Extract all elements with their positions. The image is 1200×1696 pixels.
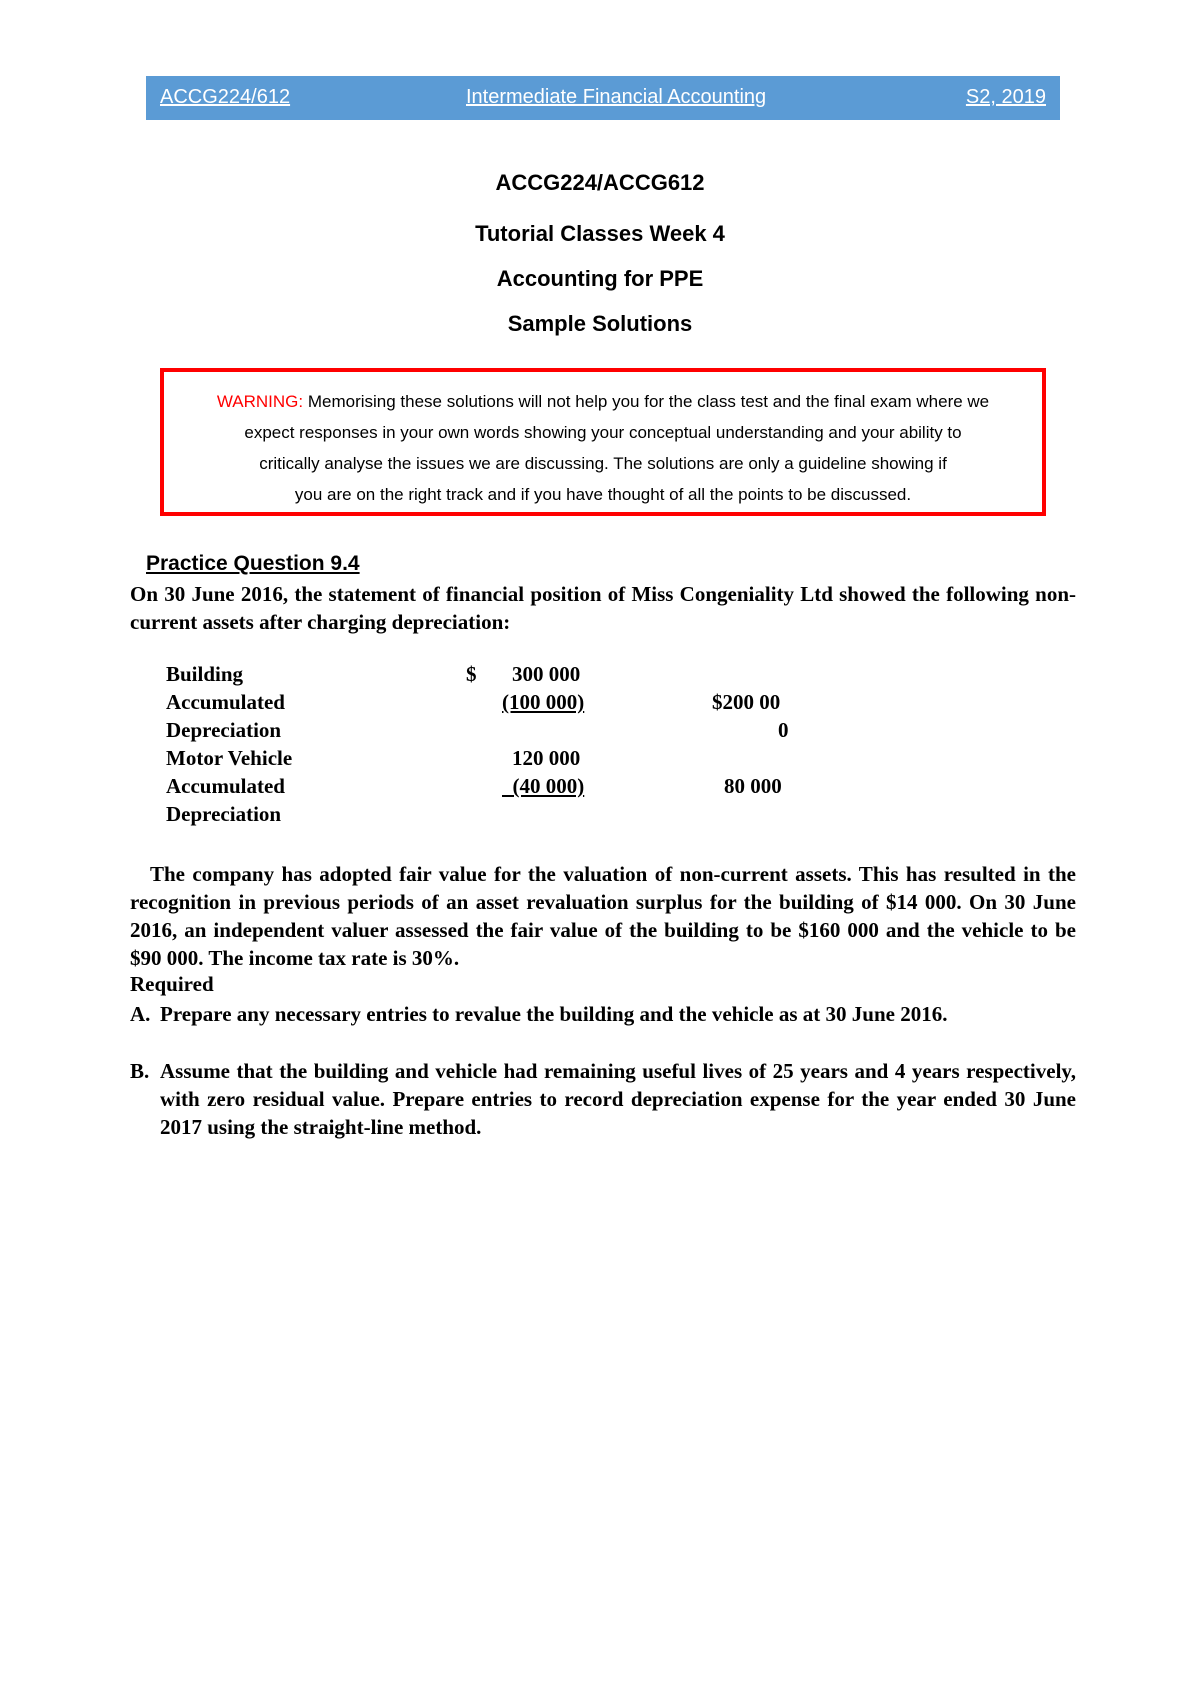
building-cost: 300 000 [512,662,581,686]
accum-dep-vehicle-label-b: Depreciation [166,802,282,826]
warning-line-3: critically analyse the issues we are discussing. The solutions are only a guideline showing if [259,454,947,473]
header-session: S2, 2019 [965,86,1046,108]
warning-line-2: expect responses in your own words showing your conceptual understanding and your ability to [244,423,962,442]
building-currency: $ [466,662,477,686]
week-title: Tutorial Classes Week 4 [475,221,725,246]
required-item-a-letter: A. [130,1002,151,1026]
accum-dep-building-value: (100 000) [502,690,585,714]
required-label: Required [130,972,214,996]
motor-vehicle-label: Motor Vehicle [166,746,293,770]
accum-dep-vehicle-value [502,774,584,799]
vehicle-net-value: 80 000 [724,774,782,798]
building-label: Building [166,662,244,686]
header-course-title: Intermediate Financial Accounting [466,86,767,108]
subtitle: Sample Solutions [507,311,693,336]
accum-dep-building-label-b: Depreciation [166,718,282,742]
course-title: ACCG224/ACCG612 [495,170,705,195]
motor-vehicle-cost: 120 000 [512,746,581,770]
warning-text-1: Memorising these solutions will not help you for the class test and the final exam where we [303,392,990,411]
warning-label: WARNING: [216,392,304,411]
header-course-code: ACCG224/612 [160,86,291,108]
required-item-a [130,1000,1076,1028]
required-item-b-letter: B. [130,1059,150,1083]
required-item-b [130,1057,1076,1141]
required-item-b-text: Assume that the building and vehicle had remaining useful lives of 25 years and 4 years respectively, with zero residual value. Prepare entries to record depreciation expense for the year ended 30 June 2017 using the straight-line method. [160,1059,1076,1139]
topic-title: Accounting for PPE [496,266,704,291]
question-intro: On 30 June 2016, the statement of financial position of Miss Congeniality Ltd showed the following non-current assets after charging depreciation: [130,582,1076,634]
building-net-value-b: 0 [778,718,789,742]
warning-line-1 [164,386,1042,417]
accum-dep-vehicle-amount: (40 000) [512,774,585,798]
building-net-value-a: $200 00 [712,690,781,714]
warning-box [160,368,1046,516]
accum-dep-building-label-a: Accumulated [166,690,285,714]
question-heading: Practice Question 9.4 [146,552,360,575]
required-item-a-text: Prepare any necessary entries to revalue the building and the vehicle as at 30 June 2016. [160,1002,948,1026]
header-band [146,76,1060,120]
warning-line-4: you are on the right track and if you have thought of all the points to be discussed. [294,485,912,504]
question-body: The company has adopted fair value for the valuation of non-current assets. This has resulted in the recognition in previous periods of an asset revaluation surplus for the building of $14 000. On 30 June 2016, an independent valuer assessed the fair value of the building to be $160 000 and the vehicle to be $90 000. The income tax rate is 30%. [130,862,1076,970]
accum-dep-vehicle-label-a: Accumulated [166,774,285,798]
